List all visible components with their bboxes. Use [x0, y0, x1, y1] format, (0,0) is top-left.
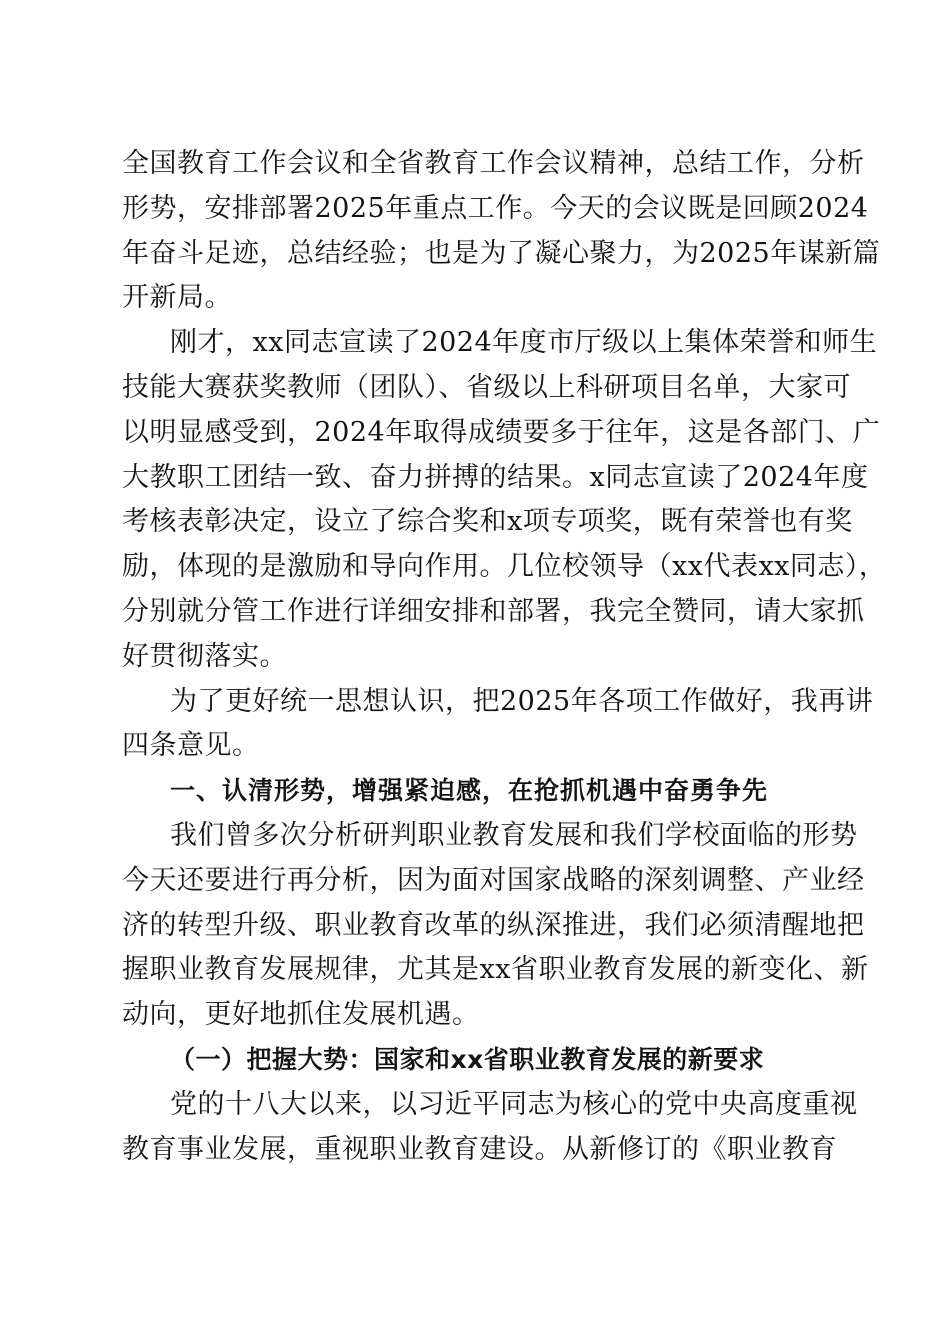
body-text-line: 以明显感受到，2024年取得成绩要多于往年，这是各部门、广	[122, 416, 881, 448]
body-text-line: 形势，安排部署2025年重点工作。今天的会议既是回顾2024	[122, 192, 869, 224]
body-text-line: 考核表彰决定，设立了综合奖和x项专项奖，既有荣誉也有奖	[122, 506, 853, 538]
body-text-line: 好贯彻落实。	[122, 640, 287, 672]
body-text-line: 为了更好统一思想认识，把2025年各项工作做好，我再讲	[170, 685, 874, 717]
body-text-line: 全国教育工作会议和全省教育工作会议精神，总结工作，分析	[122, 148, 865, 179]
body-text-line: 今天还要进行再分析，因为面对国家战略的深刻调整、产业经	[122, 864, 865, 896]
body-text-line: 动向，更好地抓住发展机遇。	[122, 999, 480, 1031]
body-text-line: 我们曾多次分析研判职业教育发展和我们学校面临的形势	[170, 819, 858, 851]
document-body	[122, 142, 887, 1172]
body-text-line: 教育事业发展，重视职业教育建设。从新修订的《职业教育	[122, 1133, 837, 1165]
body-text-line: 党的十八大以来，以习近平同志为核心的党中央高度重视	[170, 1088, 858, 1120]
body-text-line: 握职业教育发展规律，尤其是xx省职业教育发展的新变化、新	[122, 954, 869, 986]
body-text-line: 励，体现的是激励和导向作用。几位校领导（xx代表xx同志），	[122, 551, 887, 583]
section-heading: 一、认清形势，增强紧迫感，在抢抓机遇中奋勇争先	[170, 776, 769, 806]
body-text-line: 分别就分管工作进行详细安排和部署，我完全赞同，请大家抓	[122, 595, 865, 627]
body-text-line: 大教职工团结一致、奋力拼搏的结果。x同志宣读了2024年度	[122, 461, 869, 493]
body-text-line: 开新局。	[122, 282, 232, 314]
subsection-heading: （一）把握大势：国家和xx省职业教育发展的新要求	[170, 1044, 765, 1074]
body-text-line: 四条意见。	[122, 730, 260, 762]
body-text-line: 济的转型升级、职业教育改革的纵深推进，我们必须清醒地把	[122, 909, 865, 941]
body-text-line: 技能大赛获奖教师（团队）、省级以上科研项目名单，大家可	[122, 371, 851, 403]
body-text-line: 年奋斗足迹，总结经验；也是为了凝心聚力，为2025年谋新篇	[122, 237, 881, 269]
body-text-line: 刚才，xx同志宣读了2024年度市厅级以上集体荣誉和师生	[170, 327, 878, 359]
